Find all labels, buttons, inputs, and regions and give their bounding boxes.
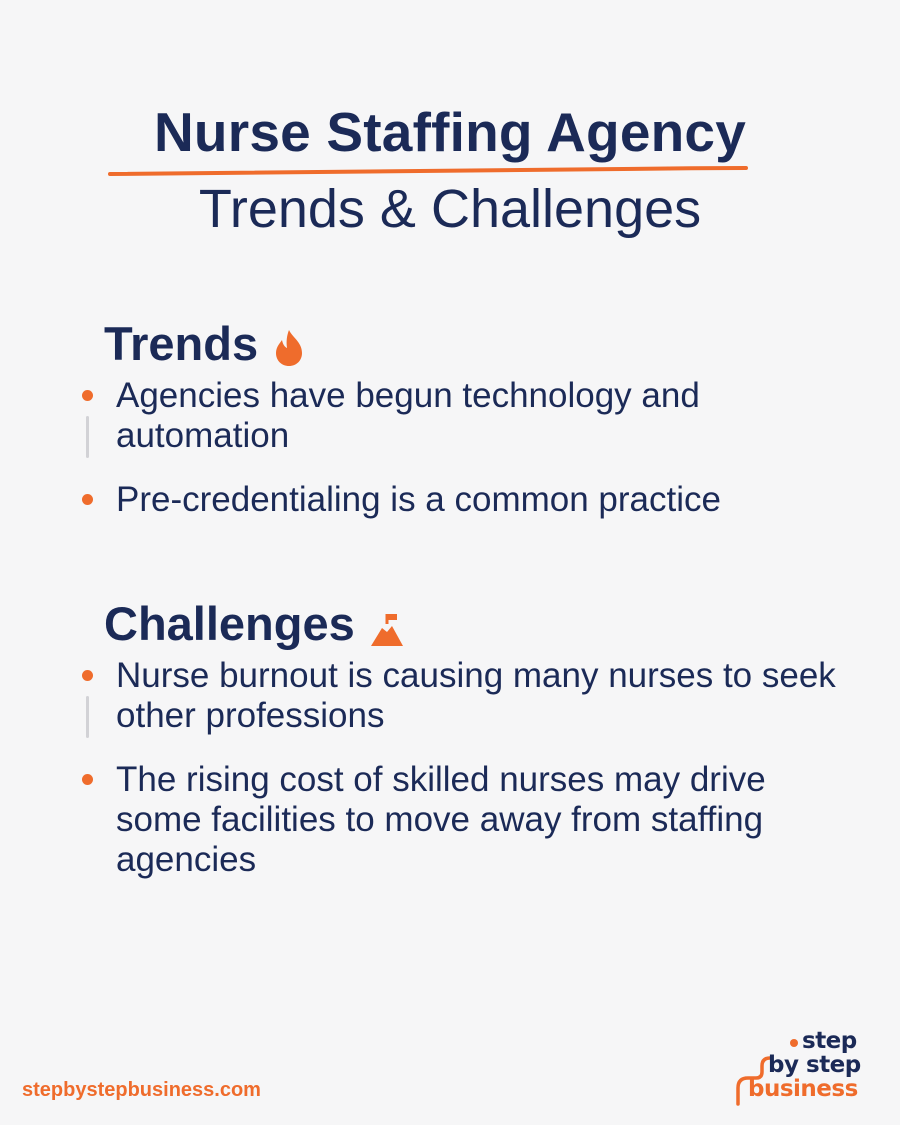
list-item [78, 656, 858, 736]
page-subtitle: Trends & Challenges [198, 179, 702, 239]
bullet-dot [82, 670, 93, 681]
list-item-text: Nurse burnout is causing many nurses to seek other professions [116, 656, 836, 735]
fire-icon [272, 324, 306, 364]
list-item [78, 760, 858, 880]
list-item-text: Agencies have begun technology and automation [116, 376, 700, 455]
trends-heading [104, 316, 306, 372]
list-item-text: The rising cost of skilled nurses may drive some facilities to move away from staffing agencies [116, 760, 766, 879]
list-item [78, 376, 858, 456]
mountain-flag-icon [369, 604, 403, 644]
footer-url[interactable]: stepbystepbusiness.com [22, 1079, 261, 1101]
trends-heading-label: Trends [104, 317, 259, 370]
challenges-heading-label: Challenges [104, 597, 355, 650]
bullet-dot [82, 774, 93, 785]
logo-text-by: by [768, 1052, 799, 1078]
trends-list [78, 376, 858, 544]
list-item-text: Pre-credentialing is a common practice [116, 480, 721, 519]
logo-text-business: business [748, 1076, 858, 1102]
bullet-dot [82, 494, 93, 505]
challenges-list [78, 656, 858, 904]
bullet-connector [86, 416, 89, 458]
bullet-connector [86, 696, 89, 738]
challenges-heading [104, 596, 403, 652]
bullet-dot [82, 390, 93, 401]
page-title: Nurse Staffing Agency [154, 101, 746, 163]
list-item [78, 480, 858, 520]
logo-text-step-2: step [806, 1052, 861, 1078]
logo-text-step: step [802, 1028, 857, 1054]
brand-logo [734, 1026, 874, 1106]
